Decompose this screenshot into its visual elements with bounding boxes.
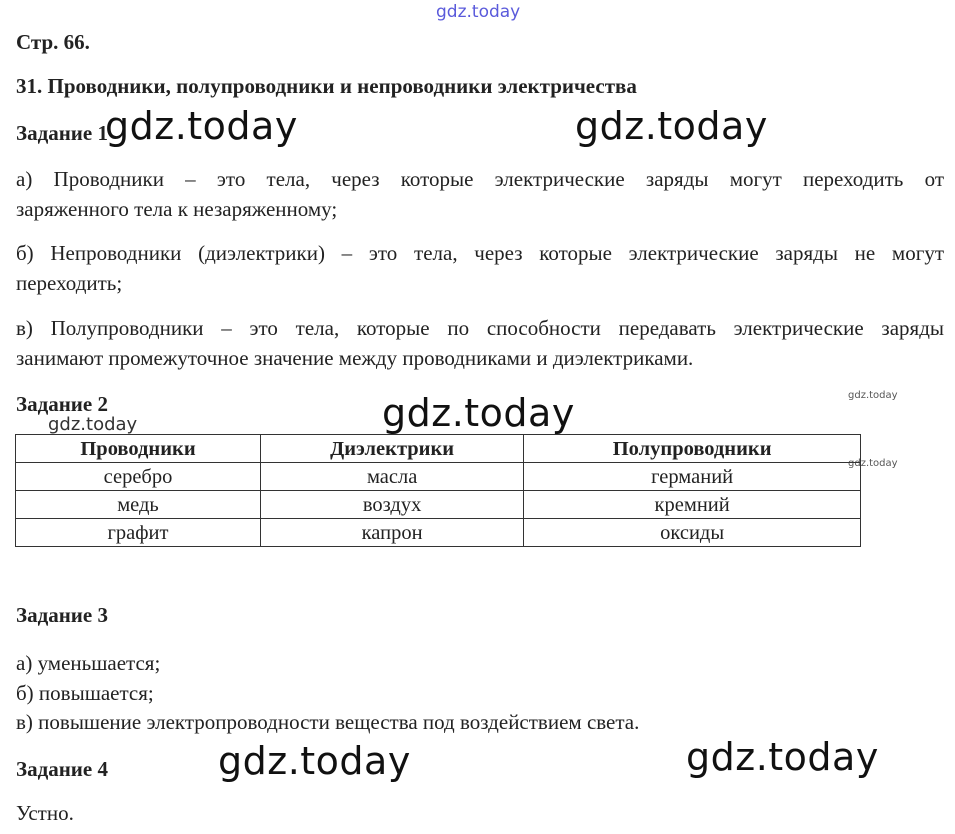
task1-heading: Задание 1: [16, 121, 108, 145]
table-cell: медь: [16, 491, 261, 519]
column-header-dielectrics: Диэлектрики: [260, 435, 523, 463]
table-row: [16, 463, 861, 491]
task1-answer-c-line2: занимают промежуточное значение между проводниками и диэлектриками.: [16, 346, 694, 370]
task1-answer-a: [16, 164, 944, 224]
watermark-large: gdz.today: [575, 104, 768, 148]
watermark-large: gdz.today: [382, 391, 575, 435]
section-title: 31. Проводники, полупроводники и непроводники электричества: [16, 74, 637, 98]
task1-answer-b: [16, 238, 944, 298]
task3-answer-a: а) уменьшается;: [16, 651, 161, 675]
watermark-large: gdz.today: [218, 739, 411, 783]
watermark-large: gdz.today: [686, 735, 879, 779]
watermark-small: gdz.today: [848, 390, 898, 401]
materials-table: [15, 434, 861, 547]
task3-heading: Задание 3: [16, 603, 108, 627]
watermark-large: gdz.today: [105, 104, 298, 148]
task4-heading: Задание 4: [16, 757, 108, 781]
table-row: [16, 491, 861, 519]
column-header-semiconductors: Полупроводники: [524, 435, 861, 463]
table-cell: оксиды: [524, 519, 861, 547]
table-cell: масла: [260, 463, 523, 491]
task1-answer-a-line2: заряженного тела к незаряженному;: [16, 197, 338, 221]
task1-answer-b-line2: переходить;: [16, 271, 123, 295]
watermark-top: gdz.today: [436, 2, 521, 22]
watermark-medium: gdz.today: [48, 414, 138, 435]
table-cell: графит: [16, 519, 261, 547]
task2-heading: Задание 2: [16, 392, 108, 416]
table-header-row: [16, 435, 861, 463]
task1-answer-b-line1: б) Непроводники (диэлектрики) – это тела, через которые электрические заряды не могут: [16, 241, 944, 265]
task4-answer: Устно.: [16, 801, 74, 825]
table-cell: капрон: [260, 519, 523, 547]
task1-answer-a-line1: а) Проводники – это тела, через которые электрические заряды могут переходить от: [16, 167, 944, 191]
task3-answer-c: в) повышение электропроводности вещества под воздействием света.: [16, 710, 640, 734]
table-cell: серебро: [16, 463, 261, 491]
task1-answer-c-line1: в) Полупроводники – это тела, которые по способности передавать электрические заряды: [16, 316, 944, 340]
table-cell: германий: [524, 463, 861, 491]
table-cell: кремний: [524, 491, 861, 519]
task3-answer-b: б) повышается;: [16, 681, 154, 705]
page-reference: Стр. 66.: [16, 30, 90, 54]
task1-answer-c: [16, 313, 944, 373]
watermark-small: gdz.today: [848, 458, 898, 469]
table-cell: воздух: [260, 491, 523, 519]
column-header-conductors: Проводники: [16, 435, 261, 463]
table-row: [16, 519, 861, 547]
